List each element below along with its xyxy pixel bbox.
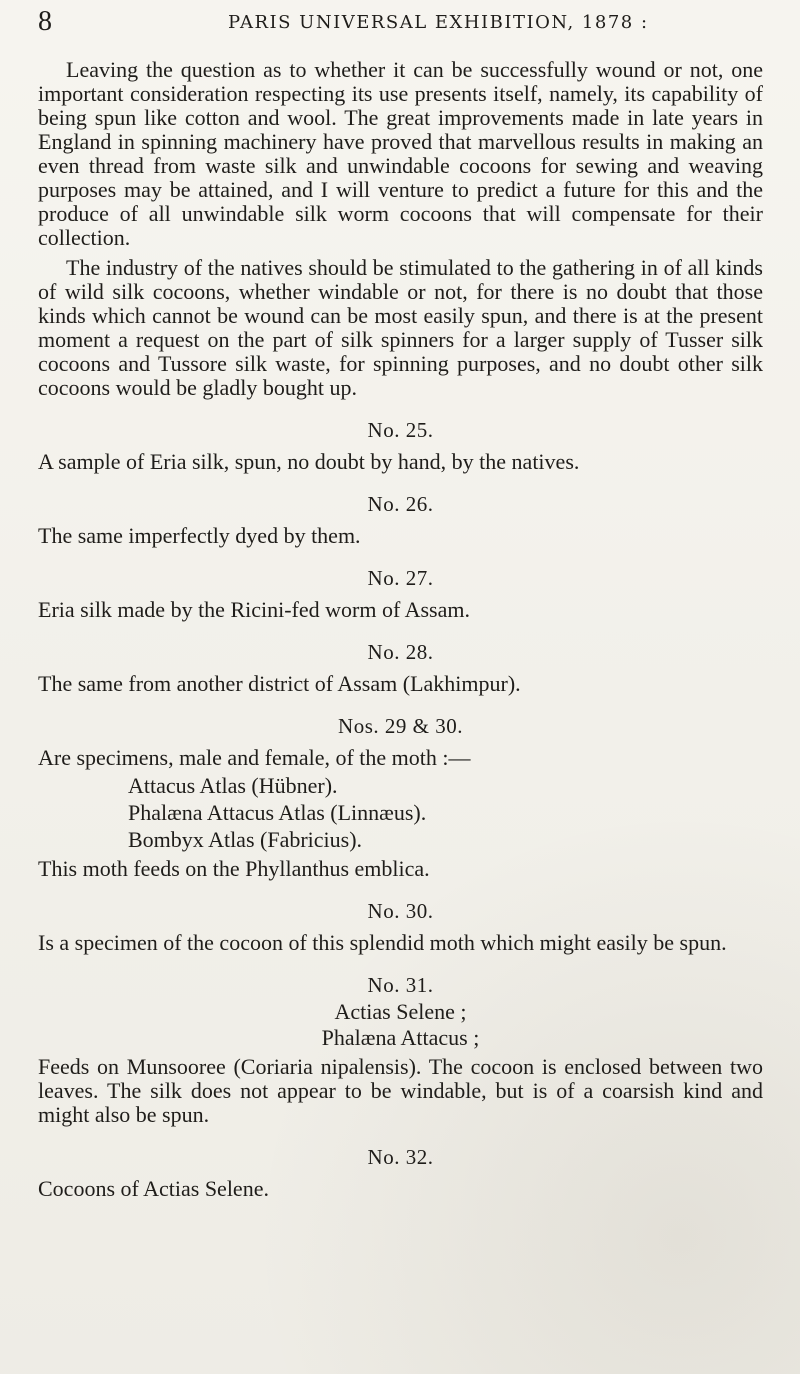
entry-title-28: No. 28. (367, 640, 434, 664)
entry-title-32: No. 32. (367, 1145, 434, 1169)
name-item: Actias Selene ; (334, 999, 467, 1024)
entry-title-27: No. 27. (367, 566, 434, 590)
intro-paragraph-2: The industry of the natives should be stimulated to the gathering in of all kinds of wild silk cocoons, whether windable or not, for there is no doubt that those kinds which cannot be wound can be most easily spun, and there is at the present moment a request on the part of silk spinners for a larger supply of Tusser silk cocoons and Tussore silk waste, for spinning purposes, and no doubt other silk cocoons would be gladly bought up. (38, 255, 763, 400)
entry-body-28: The same from another district of Assam (Lakhimpur). (38, 671, 521, 696)
entry-body-27: Eria silk made by the Ricini-fed worm of Assam. (38, 597, 470, 622)
entry-body-30: Is a specimen of the cocoon of this splendid moth which might easily be spun. (38, 930, 727, 955)
synonym-item: Phalæna Attacus Atlas (Linnæus). (128, 800, 427, 825)
intro-paragraph-1: Leaving the question as to whether it can be successfully wound or not, one important consideration respecting its use presents itself, namely, its capability of being spun like cotton and wool. The great improvements made in late years in England in spinning machinery have proved that marvellous results in making an even thread from waste silk and unwindable cocoons for sewing and weaving purposes may be attained, and I will venture to predict a future for this and the produce of all unwindable silk worm cocoons that will compensate for their collection. (38, 57, 763, 250)
page-number: 8 (38, 6, 53, 37)
entry-body-25: A sample of Eria silk, spun, no doubt by hand, by the natives. (38, 449, 580, 474)
page-header (38, 8, 764, 36)
entry-body-29-30: Are specimens, male and female, of the moth :— (38, 745, 471, 770)
synonym-item: Bombyx Atlas (Fabricius). (128, 827, 363, 852)
page-content (38, 58, 763, 1201)
moth-synonyms-list (128, 772, 763, 853)
entry-body-32: Cocoons of Actias Selene. (38, 1176, 269, 1201)
running-head: PARIS UNIVERSAL EXHIBITION, 1878 : (228, 12, 649, 33)
entry-31-name-list (38, 999, 763, 1051)
entry-body-31: Feeds on Munsooree (Coriaria nipalensis). The cocoon is enclosed between two leaves. The silk does not appear to be windable, but is of a coarsish kind and might also be spun. (38, 1054, 763, 1127)
entry-title-31: No. 31. (367, 973, 434, 997)
name-item: Phalæna Attacus ; (321, 1025, 480, 1050)
entry-title-29-30: Nos. 29 & 30. (338, 714, 463, 738)
entry-title-26: No. 26. (367, 492, 434, 516)
synonym-item: Attacus Atlas (Hübner). (128, 773, 338, 798)
entry-body-26: The same imperfectly dyed by them. (38, 523, 361, 548)
entry-title-25: No. 25. (367, 418, 434, 442)
entry-body-29-30-after: This moth feeds on the Phyllanthus emblica. (38, 856, 430, 881)
entry-title-30: No. 30. (367, 899, 434, 923)
